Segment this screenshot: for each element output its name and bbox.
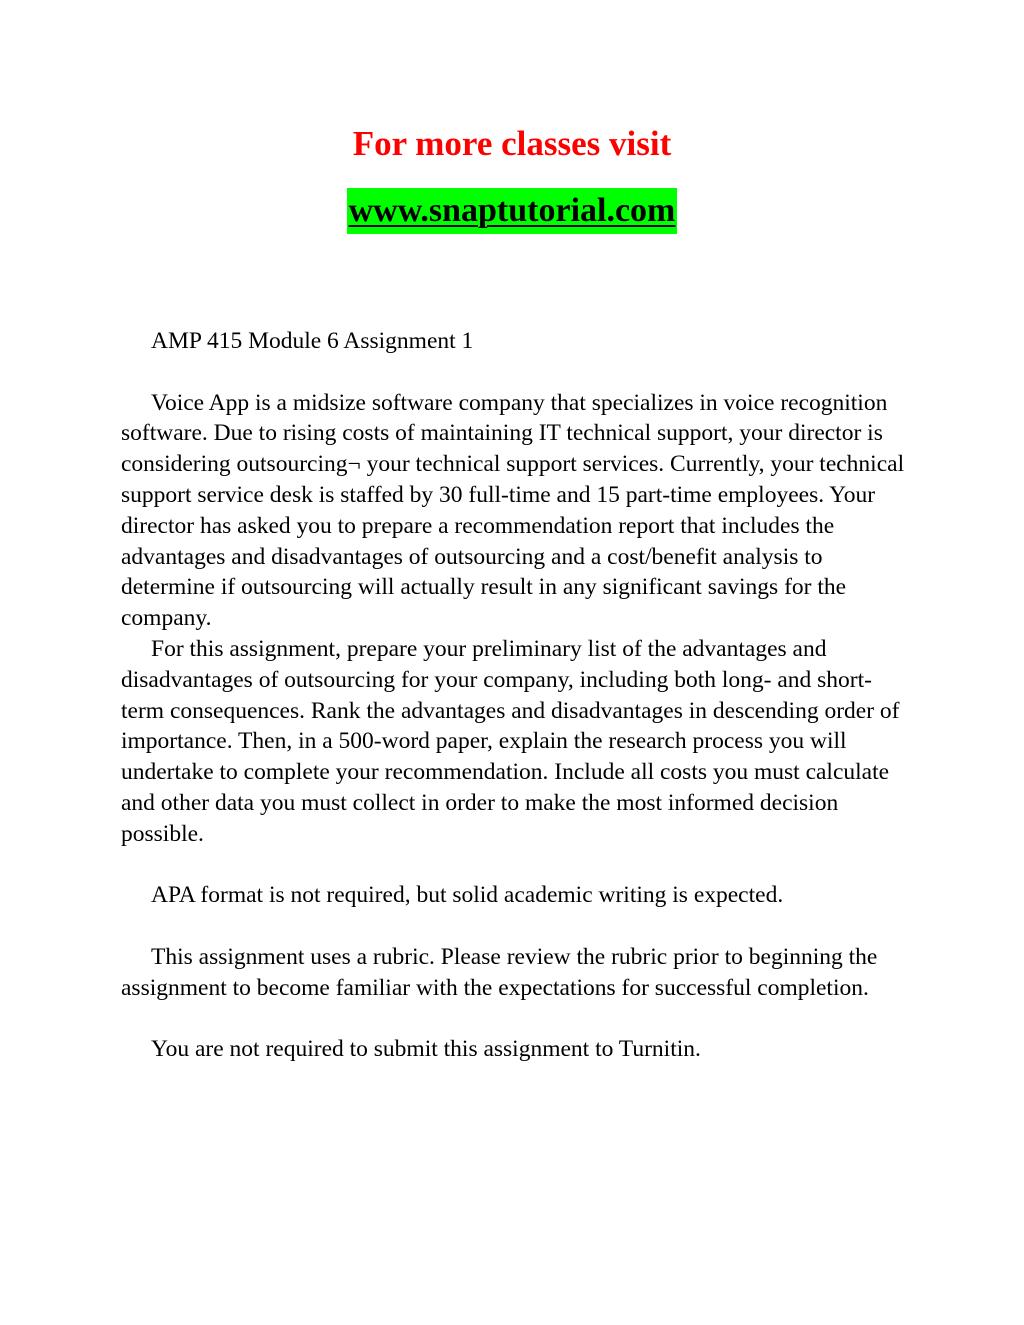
spacer [121,911,911,942]
spacer [121,357,911,388]
promo-title: For more classes visit [352,124,672,163]
promo-link[interactable]: www.snaptutorial.com [347,188,678,234]
document-body [121,326,911,1065]
promo-link-container [0,188,1024,234]
paragraph-turnitin: You are not required to submit this assignment to Turnitin. [151,1036,701,1063]
paragraph-instructions: For this assignment, prepare your preliminary list of the advantages and disadvantages of outsourcing for your company, including both long- and short-term consequences. Rank the advantages and disadvantages in descending order of importance. Then, in a 500-word paper, explain the research process you will undertake to complete your recommendation. Include all costs you must calculate and other data you must collect in order to make the most informed decision possible. [121,635,900,847]
spacer [121,850,911,881]
assignment-heading: AMP 415 Module 6 Assignment 1 [151,328,474,354]
spacer [121,1004,911,1035]
paragraph-intro: Voice App is a midsize software company that specializes in voice recognition software. Due to rising costs of maintaining IT technical support, your director is considering outsourcing¬ your technical support services. Currently, your technical support service desk is staffed by 30 full-time and 15 part-time employees. Your director has asked you to prepare a recommendation report that includes the advantages and disadvantages of outsourcing and a cost/benefit analysis to determine if outsourcing will actually result in any significant savings for the company. [121,389,905,632]
paragraph-format: APA format is not required, but solid academic writing is expected. [151,882,784,909]
paragraph-rubric: This assignment uses a rubric. Please review the rubric prior to beginning the assignment to become familiar with the expectations for successful completion. [121,943,878,1001]
